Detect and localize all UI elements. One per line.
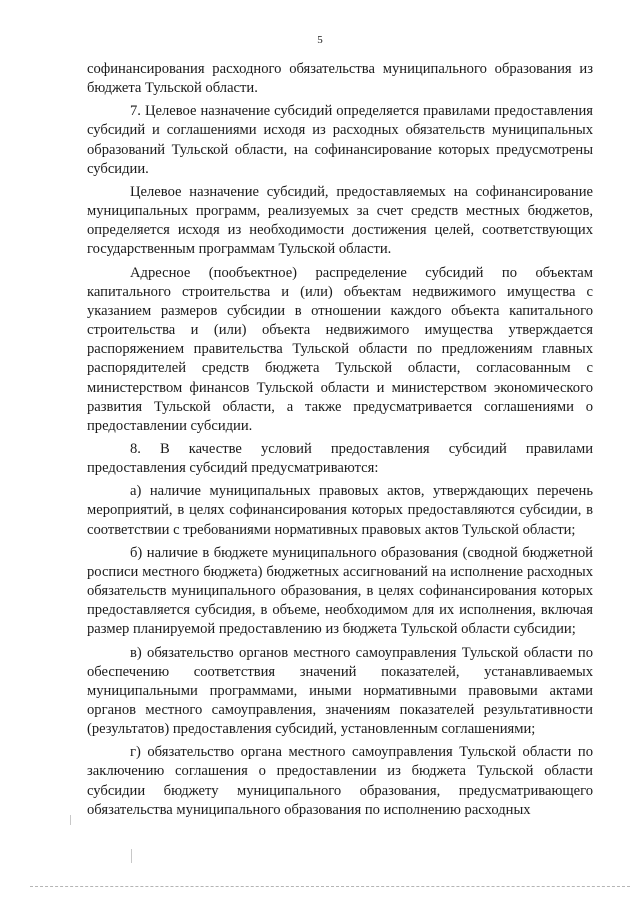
paragraph-8: 8. В качестве условий предоставления субсидий правилами предоставления субсидий предусматриваются:: [87, 440, 593, 477]
paragraph-continuation: софинансирования расходного обязательства муниципального образования из бюджета Тульской области.: [87, 61, 593, 97]
document-body: [87, 60, 593, 820]
paragraph-distribution: Адресное (пообъектное) распределение субсидий по объектам капитального строительства и (или) объектам недвижимого имущества с указанием размеров субсидии в отношении каждого объекта капитального строительства и (или) объекта недвижимого имущества утверждается распоряжением правительства Тульской области по предложениям главных распорядителей средств бюджета Тульской области, согласованным с министерством финансов Тульской области и министерством экономического развития Тульской области, а также предусматривается соглашениями о предоставлении субсидии.: [87, 264, 593, 434]
scan-artifact-tick: [70, 815, 71, 825]
item-v: в) обязательство органов местного самоуправления Тульской области по обеспечению соответствия значений показателей, устанавливаемых муниципальными программами, иными нормативными правовыми актами органов местного самоуправления, значениям показателей результативности (результатов) предоставления субсидий, установленным соглашениями;: [87, 644, 593, 738]
scan-artifact-line: [30, 886, 630, 887]
item-g: г) обязательство органа местного самоуправления Тульской области по заключению соглашения о предоставлении из бюджета Тульской области субсидии бюджету муниципального образования, предусматривающего обязательства муниципального образования по исполнению расходных: [87, 744, 593, 818]
paragraph-target-purpose: Целевое назначение субсидий, предоставляемых на софинансирование муниципальных программ, реализуемых за счет средств местных бюджетов, определяется исходя из необходимости достижения целей, соответствующих государственным программам Тульской области.: [87, 183, 593, 258]
scan-artifact-tick: [131, 849, 132, 863]
paragraph-7: 7. Целевое назначение субсидий определяется правилами предоставления субсидий и соглашениями исходя из расходных обязательств муниципальных образований Тульской области, на софинансирование которых предусмотрены субсидии.: [87, 103, 593, 177]
page-number: 5: [317, 34, 323, 46]
item-b: б) наличие в бюджете муниципального образования (сводной бюджетной росписи местного бюджета) бюджетных ассигнований на исполнение расходных обязательств муниципального образования, в целях софинансирования которых предоставляется субсидия, в объеме, необходимом для их исполнения, включая размер планируемой предоставлению из бюджета Тульской области субсидии;: [87, 544, 593, 638]
item-a: а) наличие муниципальных правовых актов, утверждающих перечень мероприятий, в целях софинансирования которых предоставляются субсидии, в соответствии с требованиями нормативных правовых актов Тульской области;: [87, 483, 593, 538]
